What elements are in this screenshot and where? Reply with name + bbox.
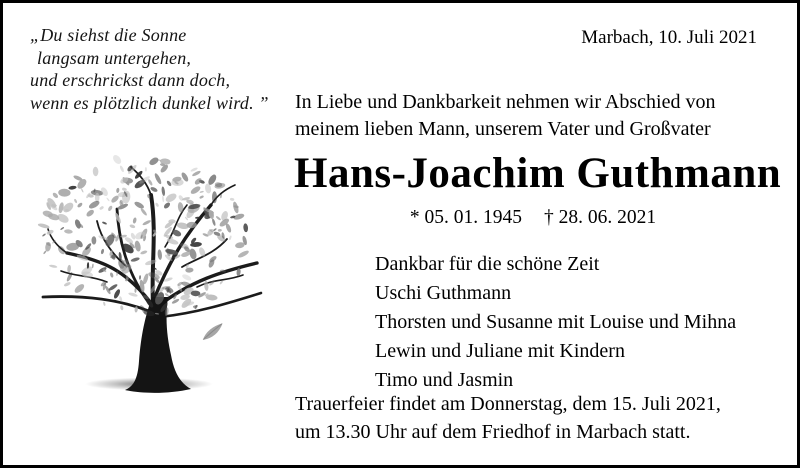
family-line: Lewin und Juliane mit Kindern: [375, 340, 625, 362]
intro-line: In Liebe und Dankbarkeit nehmen wir Abschied von: [295, 91, 716, 113]
family-line: Dankbar für die schöne Zeit: [375, 253, 600, 275]
intro-text: [295, 89, 715, 142]
deceased-name: Hans-Joachim Guthmann: [294, 150, 782, 197]
quote-line: langsam untergehen,: [37, 47, 192, 68]
funeral-info: [295, 390, 721, 446]
quote-line: „Du siehst die Sonne: [30, 25, 187, 45]
memorial-tree-image: [27, 147, 267, 395]
quote-line: wenn es plötzlich dunkel wird. ”: [30, 92, 269, 113]
life-dates: [294, 207, 772, 229]
death-date: † 28. 06. 2021: [544, 207, 657, 228]
family-line: Thorsten und Susanne mit Louise und Mihna: [375, 311, 737, 333]
intro-line: meinem lieben Mann, unserem Vater und Großvater: [295, 117, 711, 140]
falling-leaf-icon: [200, 321, 225, 343]
place-date: Marbach, 10. Juli 2021: [581, 27, 757, 48]
family-line: Timo und Jasmin: [375, 369, 514, 391]
family-line: Uschi Guthmann: [375, 282, 512, 304]
funeral-line: um 13.30 Uhr auf dem Friedhof in Marbach statt.: [295, 421, 691, 443]
family-names: [375, 250, 736, 395]
quote-line: und erschrickst dann doch,: [30, 70, 231, 90]
funeral-line: Trauerfeier findet am Donnerstag, dem 15. Juli 2021,: [295, 393, 721, 415]
memorial-quote: [30, 24, 269, 114]
birth-date: * 05. 01. 1945: [409, 207, 522, 228]
